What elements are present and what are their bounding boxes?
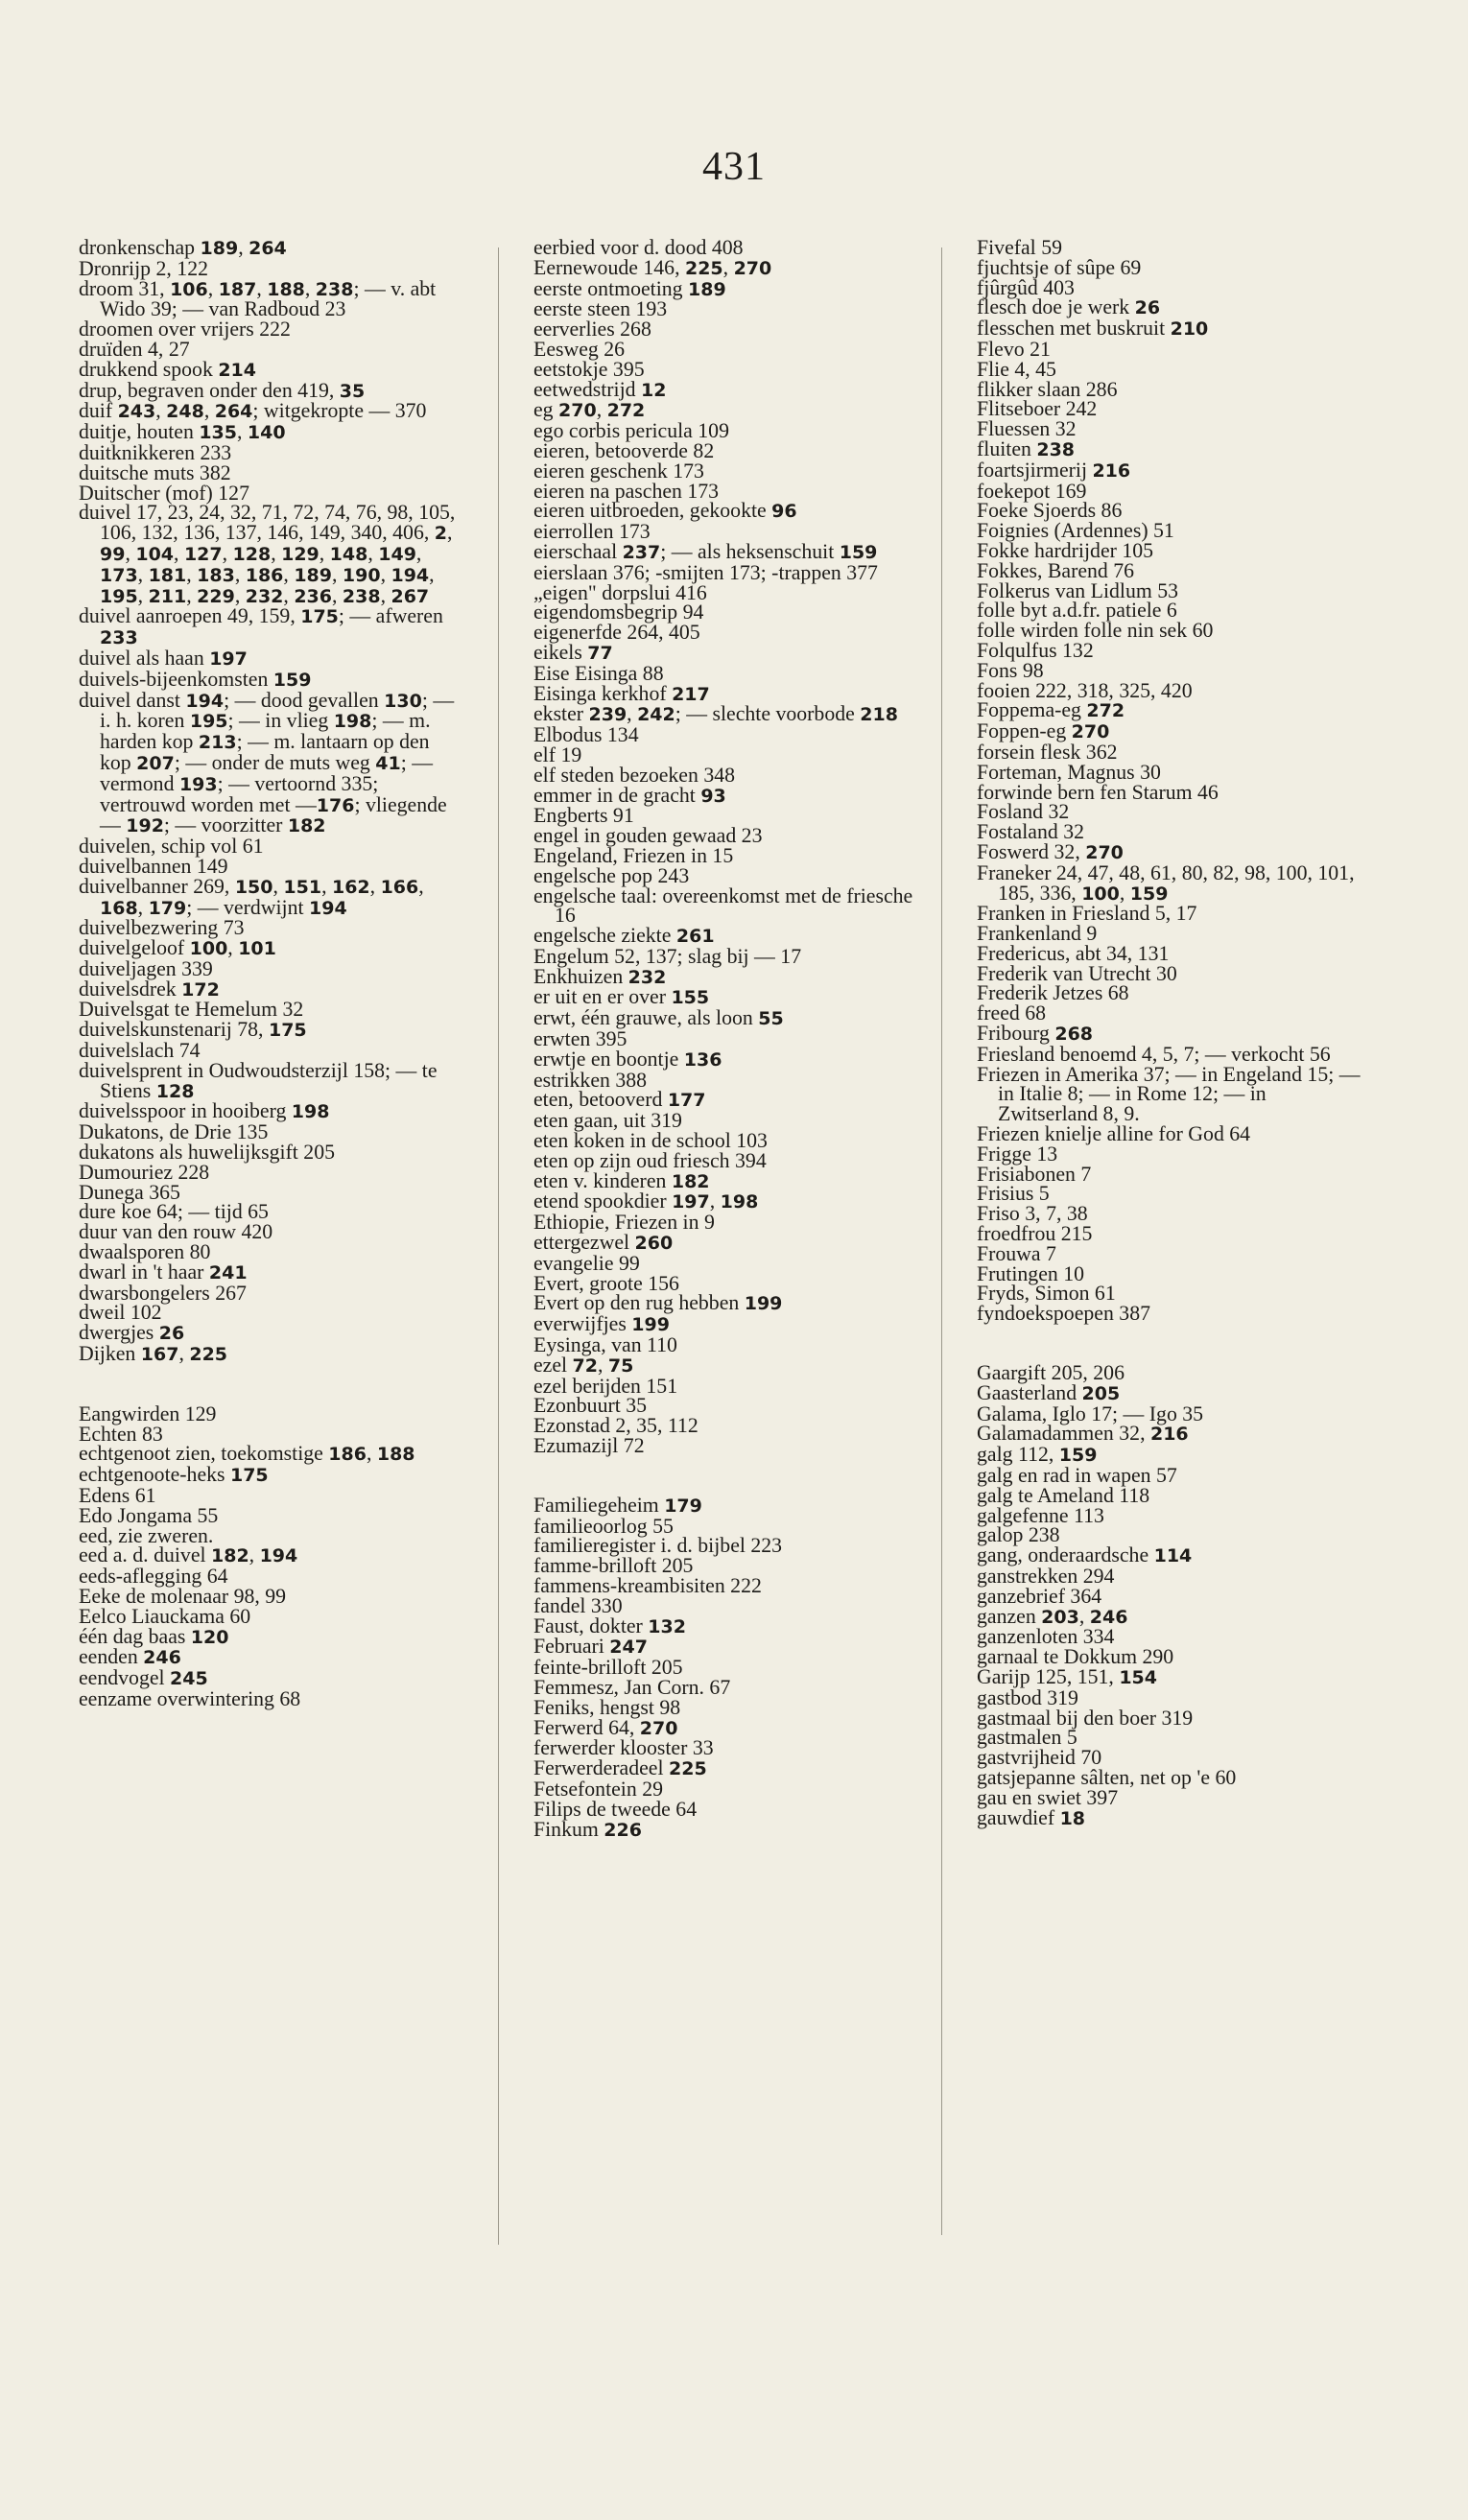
index-entry: Folkerus van Lidlum 53 (977, 578, 1179, 602)
section-gap (533, 1456, 917, 1496)
index-entry: duiveljagen 339 (79, 956, 213, 980)
index-entry: eieren geschenk 173 (533, 459, 704, 483)
index-entry: Fostaland 32 (977, 820, 1085, 844)
index-entry: Frisius 5 (977, 1182, 1050, 1206)
index-entry: Dukatons, de Drie 135 (79, 1120, 269, 1144)
index-entry: gau en swiet 397 (977, 1785, 1119, 1809)
index-entry: Dumouriez 228 (79, 1160, 210, 1184)
index-entry: Foppen-eg 270 (977, 719, 1110, 743)
index-entry: famme-brilloft 205 (533, 1554, 694, 1578)
index-entry: Familiegeheim 179 (533, 1493, 702, 1517)
index-entry: dronkenschap 189, 264 (79, 236, 287, 259)
index-entry: droom 31, 106, 187, 188, 238; — v. abt Wido 39; — van Radboud 23 (79, 276, 437, 321)
index-entry: Femmesz, Jan Corn. 67 (533, 1675, 731, 1699)
index-entry: Ferwerd 64, 270 (533, 1715, 678, 1739)
index-entry: duivels-bijeenkomsten 159 (79, 667, 312, 691)
index-entry: duivelgeloof 100, 101 (79, 936, 276, 960)
index-entry: eieren uitbroeden, gekookte 96 (533, 499, 797, 523)
index-entry: engelsche ziekte 261 (533, 924, 715, 948)
index-entry: Echten 83 (79, 1422, 163, 1446)
index-entry: Franken in Friesland 5, 17 (977, 902, 1197, 926)
index-entry: Friesland benoemd 4, 5, 7; — verkocht 56 (977, 1042, 1331, 1066)
index-entry: eten gaan, uit 319 (533, 1109, 682, 1133)
index-entry: fooien 222, 318, 325, 420 (977, 678, 1193, 702)
index-entry: etend spookdier 197, 198 (533, 1189, 759, 1213)
index-entry: eerste steen 193 (533, 297, 668, 321)
index-entry: eenzame overwintering 68 (79, 1686, 301, 1710)
index-entry: Forteman, Magnus 30 (977, 760, 1161, 784)
index-entry: Flie 4, 45 (977, 357, 1056, 381)
index-entry: duivel 17, 23, 24, 32, 71, 72, 74, 76, 98, 105, 106, 132, 136, 137, 146, 149, 340, 406, 2, 99, 104, 127, 128, 129, 148, 149, 173, 181, 183, 186, 189, 190, 194, 195, 211, 229, 232, 236, 238, 267 (79, 501, 456, 607)
index-entry: Duitscher (mof) 127 (79, 481, 249, 505)
index-entry: flesschen met buskruit 210 (977, 317, 1209, 341)
index-entry: galop 238 (977, 1523, 1060, 1547)
index-entry: „eigen" dorpslui 416 (533, 580, 707, 604)
index-entry: eenden 246 (79, 1645, 181, 1669)
index-entry: Frigge 13 (977, 1142, 1058, 1166)
index-entry: foekepot 169 (977, 479, 1087, 503)
index-entry: eg 270, 272 (533, 398, 646, 422)
index-entry: Engeland, Friezen in 15 (533, 843, 734, 867)
index-entry: fyndoekspoepen 387 (977, 1302, 1150, 1326)
index-entry: Galama, Iglo 17; — Igo 35 (977, 1401, 1204, 1425)
index-entry: eten, betooverd 177 (533, 1088, 706, 1112)
index-entry: Franeker 24, 47, 48, 61, 80, 82, 98, 100, 101, 185, 336, 100, 159 (977, 860, 1355, 905)
index-entry: gatsjepanne sâlten, net op 'e 60 (977, 1765, 1237, 1789)
index-entry: ganzen 203, 246 (977, 1604, 1128, 1628)
index-entry: everwijfjes 199 (533, 1312, 670, 1336)
index-entry: gastbod 319 (977, 1685, 1078, 1709)
index-entry: fammens-kreambisiten 222 (533, 1574, 762, 1597)
index-entry: feinte-brilloft 205 (533, 1656, 683, 1680)
index-entry: eieren na paschen 173 (533, 479, 720, 503)
index-entry: Fokke hardrijder 105 (977, 538, 1154, 562)
index-entry: galgefenne 113 (977, 1503, 1104, 1527)
index-entry: flesch doe je werk 26 (977, 295, 1161, 319)
index-entry: folle wirden folle nin sek 60 (977, 619, 1214, 643)
index-entry: Duivelsgat te Hemelum 32 (79, 998, 304, 1022)
index-entry: dukatons als huwelijksgift 205 (79, 1141, 335, 1165)
index-entry: Engberts 91 (533, 804, 634, 828)
index-entry: drukkend spook 214 (79, 357, 256, 381)
index-entry: Fons 98 (977, 658, 1044, 682)
index-entry: Ezonstad 2, 35, 112 (533, 1414, 698, 1438)
index-entry: Garijp 125, 151, 154 (977, 1664, 1157, 1688)
index-entry: Ethiopie, Friezen in 9 (533, 1211, 715, 1235)
index-entry: Edens 61 (79, 1484, 156, 1508)
index-entry: echtgenoote-heks 175 (79, 1463, 269, 1487)
index-entry: freed 68 (977, 1001, 1047, 1025)
index-entry: foartsjirmerij 216 (977, 458, 1131, 482)
index-entry: drup, begraven onder den 419, 35 (79, 378, 366, 402)
index-entry: duitknikkeren 233 (79, 440, 232, 464)
index-entry: Eise Eisinga 88 (533, 661, 664, 685)
index-entry: Enkhuizen 232 (533, 964, 667, 988)
index-entry: ettergezwel 260 (533, 1231, 674, 1255)
index-entry: Ezumazijl 72 (533, 1434, 645, 1458)
index-entry: eendvogel 245 (79, 1666, 208, 1690)
index-entry: echtgenoot zien, toekomstige 186, 188 (79, 1442, 415, 1466)
index-entry: erwt, één grauwe, als loon 55 (533, 1006, 784, 1030)
index-entry: ezel berijden 151 (533, 1374, 678, 1398)
index-entry: ferwerder klooster 33 (533, 1736, 714, 1760)
index-column-2 (533, 238, 917, 1840)
index-entry: Foppema-eg 272 (977, 698, 1125, 722)
index-entry: ganzenloten 334 (977, 1625, 1115, 1649)
index-entry: Frederik Jetzes 68 (977, 981, 1129, 1005)
index-entry: eerste ontmoeting 189 (533, 276, 726, 300)
column-divider (498, 247, 499, 2245)
index-column-1 (79, 238, 462, 1709)
index-entry: duivelslach 74 (79, 1039, 201, 1063)
index-entry: dwergjes 26 (79, 1321, 185, 1345)
index-entry: eed, zie zweren. (79, 1523, 214, 1547)
index-entry: Flevo 21 (977, 337, 1051, 361)
index-entry: engelsche taal: overeenkomst met de friesche 16 (533, 883, 913, 928)
index-entry: ganzebrief 364 (977, 1584, 1102, 1608)
index-entry: Edo Jongama 55 (79, 1503, 219, 1527)
index-entry: eierrollen 173 (533, 520, 651, 544)
index-entry: duivelbezwering 73 (79, 916, 245, 940)
index-entry: Dunega 365 (79, 1180, 180, 1204)
index-entry: eierschaal 237; — als heksenschuit 159 (533, 539, 878, 563)
section-gap (977, 1324, 1361, 1363)
index-entry: Fryds, Simon 61 (977, 1282, 1116, 1306)
index-entry: Feniks, hengst 98 (533, 1695, 681, 1719)
page-number: 431 (702, 145, 766, 189)
index-entry: ezel 72, 75 (533, 1353, 634, 1377)
index-entry: er uit en er over 155 (533, 985, 710, 1009)
index-entry: Gaasterland 205 (977, 1380, 1121, 1404)
index-entry: duivelbanner 269, 150, 151, 162, 166, 168, 179; — verdwijnt 194 (79, 874, 424, 919)
index-entry: elf 19 (533, 742, 582, 766)
index-entry: emmer in de gracht 93 (533, 783, 726, 807)
index-entry: Fosland 32 (977, 800, 1070, 824)
index-entry: galg en rad in wapen 57 (977, 1464, 1177, 1488)
index-entry: eikels 77 (533, 640, 613, 664)
index-entry: duivel als haan 197 (79, 646, 248, 670)
index-entry: fluiten 238 (977, 436, 1076, 460)
index-entry: duivelsprent in Oudwoudsterzijl 158; — te Stiens 128 (79, 1058, 438, 1102)
index-entry: Flitseboer 242 (977, 397, 1098, 421)
index-entry: Ferwerderadeel 225 (533, 1756, 707, 1780)
index-entry: druïden 4, 27 (79, 337, 190, 361)
index-entry: één dag baas 120 (79, 1624, 229, 1648)
index-entry: duivel aanroepen 49, 159, 175; — afweren 233 (79, 604, 443, 649)
column-divider (941, 247, 942, 2235)
index-entry: eetwedstrijd 12 (533, 377, 667, 401)
index-entry: Fetsefontein 29 (533, 1777, 663, 1801)
index-entry: Finkum 226 (533, 1817, 642, 1841)
index-entry: Eeke de molenaar 98, 99 (79, 1585, 287, 1608)
index-entry: eigendomsbegrip 94 (533, 601, 704, 624)
index-entry: Eesweg 26 (533, 337, 626, 361)
index-entry: gastvrijheid 70 (977, 1746, 1102, 1770)
index-entry: familieoorlog 55 (533, 1514, 674, 1538)
index-entry: eten koken in de school 103 (533, 1129, 768, 1153)
index-entry: eeds-aflegging 64 (79, 1565, 228, 1589)
index-entry: galg 112, 159 (977, 1443, 1098, 1467)
index-entry: garnaal te Dokkum 290 (977, 1645, 1174, 1669)
index-entry: Dronrijp 2, 122 (79, 256, 209, 280)
index-entry: Filips de tweede 64 (533, 1797, 698, 1821)
index-entry: forwinde bern fen Starum 46 (977, 780, 1219, 804)
index-entry: eerbied voor d. dood 408 (533, 236, 744, 259)
index-entry: duitje, houten 135, 140 (79, 420, 286, 444)
index-entry: Eernewoude 146, 225, 270 (533, 255, 772, 279)
index-column-3 (977, 238, 1361, 1828)
index-entry: eigenerfde 264, 405 (533, 621, 700, 645)
index-entry: Eangwirden 129 (79, 1401, 217, 1425)
index-entry: Fredericus, abt 34, 131 (977, 941, 1170, 965)
index-entry: eetstokje 395 (533, 357, 645, 381)
index-entry: flikker slaan 286 (977, 377, 1118, 401)
index-entry: galg te Ameland 118 (977, 1483, 1150, 1507)
index-entry: dwaalsporen 80 (79, 1240, 211, 1264)
index-entry: Fluessen 32 (977, 417, 1077, 441)
index-entry: dwarsbongelers 267 (79, 1281, 247, 1305)
index-entry: Evert op den rug hebben 199 (533, 1291, 783, 1315)
index-entry: dwarl in 't haar 241 (79, 1260, 248, 1284)
index-entry: Fokkes, Barend 76 (977, 558, 1135, 582)
index-entry: fjuchtsje of sûpe 69 (977, 255, 1142, 279)
index-entry: dure koe 64; — tijd 65 (79, 1200, 269, 1224)
index-entry: Faust, dokter 132 (533, 1613, 686, 1637)
index-entry: fandel 330 (533, 1593, 623, 1617)
index-entry: froedfrou 215 (977, 1222, 1093, 1246)
index-entry: Galamadammen 32, 216 (977, 1422, 1189, 1446)
index-entry: eten op zijn oud friesch 394 (533, 1148, 767, 1172)
index-entry: duivelskunstenarij 78, 175 (79, 1018, 307, 1042)
index-entry: Fribourg 268 (977, 1022, 1094, 1046)
index-entry: eierslaan 376; -smijten 173; -trappen 377 (533, 560, 878, 584)
index-entry: duitsche muts 382 (79, 460, 231, 484)
index-entry: gang, onderaardsche 114 (977, 1543, 1193, 1567)
index-entry: Frouwa 7 (977, 1241, 1056, 1265)
index-entry: ganstrekken 294 (977, 1565, 1115, 1588)
index-entry: eed a. d. duivel 182, 194 (79, 1543, 298, 1567)
index-entry: engel in gouden gewaad 23 (533, 824, 763, 848)
index-entry: Engelum 52, 137; slag bij — 17 (533, 944, 802, 968)
index-entry: Frutingen 10 (977, 1261, 1085, 1285)
index-entry: Frisiabonen 7 (977, 1162, 1092, 1186)
index-entry: duivelbannen 149 (79, 854, 228, 878)
index-entry: Friezen knielje alline for God 64 (977, 1122, 1251, 1146)
index-entry: engelsche pop 243 (533, 863, 690, 887)
index-entry: Fivefal 59 (977, 236, 1062, 259)
index-entry: erwtje en boontje 136 (533, 1047, 722, 1071)
index-entry: eieren, betooverde 82 (533, 438, 715, 462)
index-entry: duif 243, 248, 264; witgekropte — 370 (79, 399, 427, 423)
index-entry: eerverlies 268 (533, 318, 651, 341)
index-entry: gastmaal bij den boer 319 (977, 1706, 1194, 1730)
index-entry: Foeke Sjoerds 86 (977, 499, 1123, 523)
index-entry: Eysinga, van 110 (533, 1333, 677, 1357)
index-entry: gauwdief 18 (977, 1805, 1086, 1829)
index-entry: Frankenland 9 (977, 922, 1098, 946)
index-entry: ekster 239, 242; — slechte voorbode 218 (533, 702, 898, 726)
index-entry: erwten 395 (533, 1027, 627, 1051)
index-entry: Februari 247 (533, 1635, 648, 1659)
index-entry: Foswerd 32, 270 (977, 839, 1124, 863)
index-entry: ego corbis pericula 109 (533, 419, 729, 443)
section-gap (79, 1365, 462, 1404)
index-entry: familieregister i. d. bijbel 223 (533, 1534, 783, 1558)
index-entry: Gaargift 205, 206 (977, 1361, 1125, 1385)
index-entry: Eisinga kerkhof 217 (533, 681, 710, 705)
index-entry: Dijken 167, 225 (79, 1342, 228, 1366)
index-entry: fjûrgûd 403 (977, 275, 1075, 299)
index-entry: Friso 3, 7, 38 (977, 1202, 1088, 1226)
index-entry: elf steden bezoeken 348 (533, 763, 736, 787)
index-entry: Ezonbuurt 35 (533, 1394, 648, 1418)
index-entry: duivelsspoor in hooiberg 198 (79, 1099, 330, 1123)
index-entry: dweil 102 (79, 1301, 162, 1325)
index-entry: gastmalen 5 (977, 1726, 1077, 1750)
index-entry: folle byt a.d.fr. patiele 6 (977, 599, 1177, 623)
index-entry: duivelen, schip vol 61 (79, 835, 264, 859)
index-entry: Elbodus 134 (533, 723, 639, 747)
index-entry: Eelco Liauckama 60 (79, 1604, 251, 1628)
index-entry: Friezen in Amerika 37; — in Engeland 15; — in Italie 8; — in Rome 12; — in Zwitserland 8, 9. (977, 1062, 1361, 1126)
index-entry: estrikken 388 (533, 1068, 648, 1092)
index-entry: duivelsdrek 172 (79, 977, 220, 1001)
index-entry: Evert, groote 156 (533, 1271, 679, 1295)
index-entry: Foignies (Ardennes) 51 (977, 519, 1174, 543)
index-entry: duur van den rouw 420 (79, 1220, 273, 1244)
index-entry: Frederik van Utrecht 30 (977, 961, 1177, 985)
index-entry: droomen over vrijers 222 (79, 318, 291, 341)
index-entry: evangelie 99 (533, 1251, 640, 1275)
index-entry: duivel danst 194; — dood gevallen 130; — i. h. koren 195; — in vlieg 198; — m. harden kop 213; — m. lantaarn op den kop 207; — onder de muts weg 41; — vermond 193; — vertoornd 335; vertrouwd worden met —176; vliegende — 192; — voorzitter 182 (79, 688, 455, 837)
index-entry: forsein flesk 362 (977, 740, 1118, 764)
index-entry: Folqulfus 132 (977, 638, 1094, 662)
index-entry: eten v. kinderen 182 (533, 1168, 710, 1192)
